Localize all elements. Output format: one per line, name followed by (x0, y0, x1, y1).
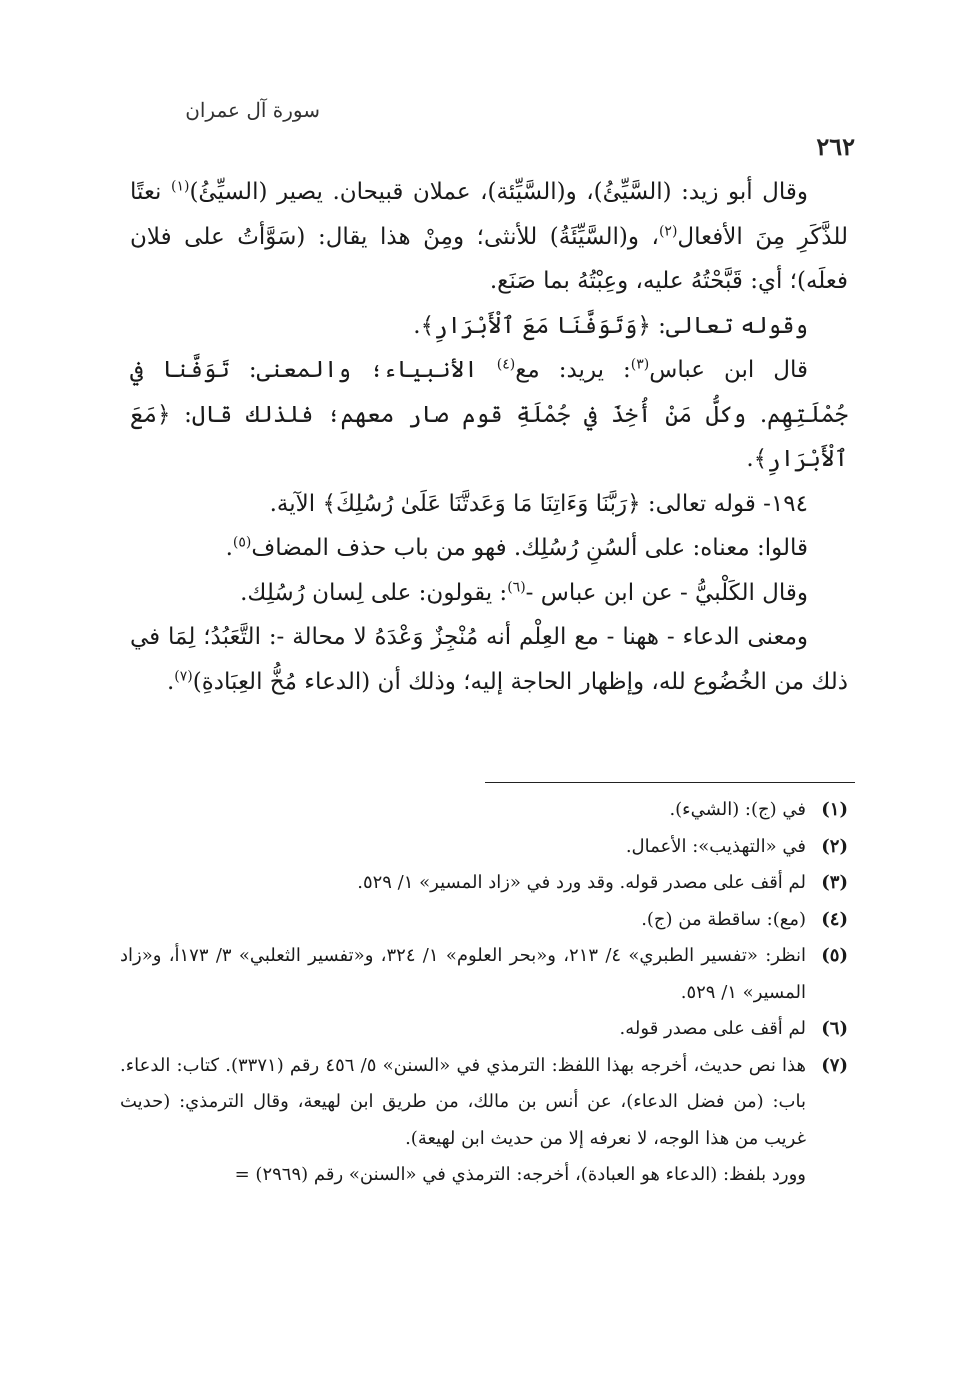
page-number: ٢٦٢ (816, 132, 855, 161)
footnote-text: في (ج): (الشيء). (669, 799, 806, 820)
paragraph-verse-194: ١٩٤- قوله تعالى: ﴿رَبَّنَا وَءَاتِنَا مَا وَعَدتَّنَا عَلَىٰ رُسُلِكَ﴾ الآية. (269, 490, 808, 517)
running-header: سورة آل عمران (185, 98, 320, 122)
paragraph-kalbi (130, 571, 848, 616)
text-run: وقال الكَلْبيُّ - عن ابن عباس - (525, 579, 808, 606)
footnote-continuation: وورد بلفظ: (الدعاء هو العبادة)، أخرجه: الترمذي في «السنن» رقم (٢٩٦٩) = (234, 1164, 806, 1185)
paragraph-verse-quote: وقوله تعالى: ﴿وَتَوَفَّنَا مَعَ ٱلْأَبْرَارِ﴾. (413, 312, 808, 339)
footnote-item (120, 902, 848, 939)
footnote-number: (٦) (821, 1018, 848, 1039)
footnote-number: (٢) (821, 835, 848, 857)
footnote-number: (٥) (821, 945, 848, 966)
footnote-text: لم أقف على مصدر قوله. (619, 1018, 806, 1039)
footnote-item (120, 792, 848, 829)
text-run: قالوا: معناه: على ألسُنِ رُسُلِك. فهو من باب حذف المضاف (251, 535, 808, 561)
text-run: : يقولون: على لِسان رُسُلِك. (240, 579, 508, 606)
text-run: الأنبياء؛ والمعنى: تَوَفَّنا في جُمْلَتِهِم. وكلُّ مَنْ أُخِذَ في جُمْلَةِ قوم صار معهم؛ فلذلك قال: ﴿مَعَ ٱلْأَبْرَارِ﴾. (130, 357, 848, 472)
footnotes-section (120, 792, 848, 1194)
paragraph-ibn-abbas (130, 348, 848, 482)
footnote-number: (٤) (821, 908, 848, 930)
footnote-ref-3: (٣) (630, 356, 650, 373)
text-run: قال ابن عباس (649, 357, 809, 383)
main-text (130, 170, 848, 704)
text-run: ومعنى الدعاء - ههنا - مع العِلْم أنه مُنْجِزٌ وَعْدَهُ لا محالة -: التَّعَبُدُ؛ لِمَا في ذلك من الخُضُوع لله، وإظهار الحاجة إليه؛ وذلك أن (الدعاء مُخُّ العِبَادةِ) (130, 624, 848, 695)
footnote-text: لم أقف على مصدر قوله. وقد ورد في «زاد المسير» ١/ ٥٢٩. (357, 872, 806, 893)
footnote-number: (٧) (821, 1054, 848, 1076)
footnote-item (120, 865, 848, 902)
text-run: وقال أبو زيد: (السَّيِّئُ)، و(السَّيِّئة)، عملان قبيحان. يصير (السيِّئُ) (189, 179, 808, 205)
footnote-item (120, 829, 848, 866)
footnote-ref-1: (١) (170, 178, 190, 195)
footnote-text: هذا نص حديث، أخرجه بهذا اللفظ: الترمذي في «السنن» ٥/ ٤٥٦ رقم (٣٣٧١). كتاب: الدعاء. باب: (من فضل الدعاء)، عن أنس بن مالك، من طريق ابن لهيعة، وقال الترمذي: (حديث غريب من هذا الوجه، لا نعرفه إلا من حديث ابن لهيعة). (120, 1054, 806, 1149)
footnote-ref-7: (٧) (174, 667, 193, 684)
footnote-number: (١) (821, 799, 848, 820)
paragraph-qalu (130, 526, 848, 571)
footnote-item (120, 1048, 848, 1158)
footnote-ref-2: (٢) (658, 222, 678, 239)
text-run: نعتًا للذَّكَرِ مِنَ الأفعال (130, 179, 848, 250)
footnote-item (120, 938, 848, 1011)
paragraph-abu-zayd (130, 170, 848, 304)
paragraph-dua-meaning (130, 615, 848, 704)
footnote-text: انظر: «تفسير الطبري» ٤/ ٢١٣، و«بحر العلوم» ١/ ٣٢٤، و«تفسير الثعلبي» ٣/ ١٧٣أ، و«زاد المسير» ١/ ٥٢٩. (120, 945, 806, 1003)
text-run: : يريد: مع (515, 357, 631, 383)
footnote-number: (٣) (821, 872, 848, 893)
text-run: . (225, 535, 233, 561)
footnote-ref-4: (٤) (496, 356, 516, 373)
text-run: . (166, 668, 175, 695)
footnote-ref-6: (٦) (507, 578, 526, 595)
footnote-divider (485, 782, 855, 783)
footnote-ref-5: (٥) (232, 534, 252, 551)
footnote-text: في «التهذيب»: الأعمال. (625, 835, 806, 857)
footnote-text: (مع): ساقطة من (ج). (641, 908, 806, 930)
text-run: ، و(السَّيِّئَةُ) للأنثى؛ ومِنْ هذا يقال: (سَوَّأتُ على فلان فعلَه)؛ أي: قَبَّحْتُهُ عليه، وعِبْتُهُ بما صَنَع. (130, 223, 848, 294)
footnote-item (120, 1011, 848, 1048)
